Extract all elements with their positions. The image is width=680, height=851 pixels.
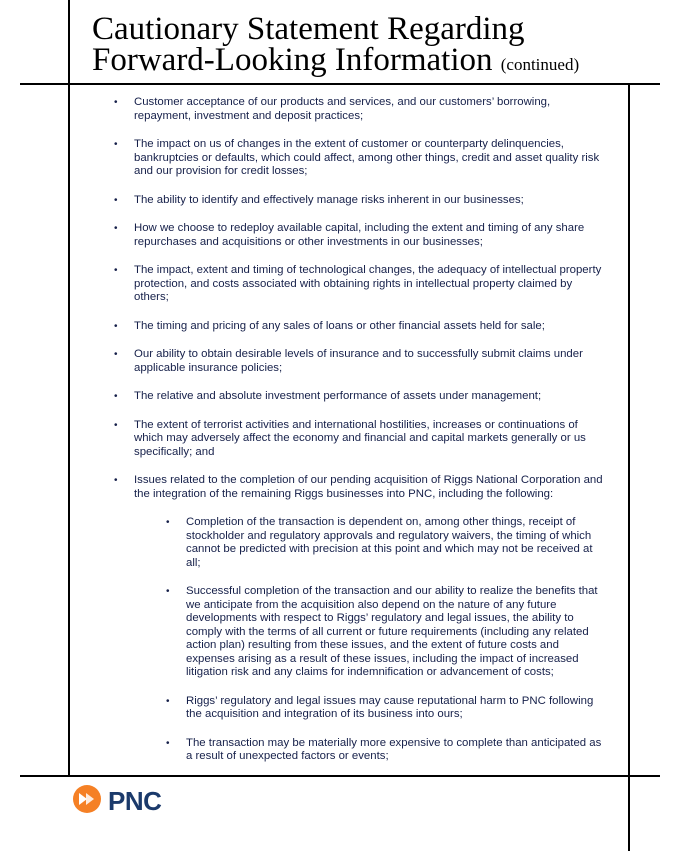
bullet-dot: • xyxy=(166,737,170,749)
bullet-text: How we choose to redeploy available capital, including the extent and timing of any share repurchases and acquisitions or other investments in our businesses; xyxy=(134,222,585,248)
title-suffix: (continued) xyxy=(500,55,580,74)
bullet-dot: • xyxy=(114,97,118,108)
list-item xyxy=(106,320,606,334)
sub-bullet-text: The transaction may be materially more expensive to complete than anticipated as a result of unexpected factors or events; xyxy=(186,736,602,762)
right-rule xyxy=(628,84,630,851)
pnc-logo-icon xyxy=(72,784,102,819)
list-item xyxy=(106,138,606,179)
bullet-dot: • xyxy=(114,139,118,150)
sub-list-item xyxy=(106,516,606,570)
header-rule xyxy=(20,83,660,85)
bullet-text: The ability to identify and effectively manage risks inherent in our businesses; xyxy=(134,193,524,206)
sub-bullet-text: Completion of the transaction is dependent on, among other things, receipt of stockholder and regulatory approvals and regulatory waivers, the timing of which cannot be predicted with precision at this point and which may not be received at all; xyxy=(186,516,593,569)
sub-bullet-text: Riggs’ regulatory and legal issues may cause reputational harm to PNC following the acquisition and integration of its business into ours; xyxy=(186,694,594,720)
list-item xyxy=(106,348,606,375)
bullet-dot: • xyxy=(114,320,118,332)
logo-text: PNC xyxy=(108,785,162,816)
list-item xyxy=(106,264,606,305)
list-item xyxy=(106,474,606,501)
left-rule xyxy=(68,0,70,776)
bullet-text: The impact, extent and timing of technological changes, the adequacy of intellectual property protection, and costs associated with obtaining rights in intellectual property claimed by others; xyxy=(134,264,602,303)
list-item xyxy=(106,222,606,249)
sub-list-item xyxy=(106,695,606,722)
list-item xyxy=(106,390,606,404)
bullet-text: Issues related to the completion of our pending acquisition of Riggs National Corporation and the integration of the remaining Riggs businesses into PNC, including the following: xyxy=(134,474,603,500)
bullet-dot: • xyxy=(114,265,118,276)
bullet-text: Customer acceptance of our products and services, and our customers’ borrowing, repayment, investment and deposit practices; xyxy=(134,96,551,122)
pnc-logo xyxy=(72,786,161,816)
bullet-dot: • xyxy=(166,517,170,528)
bullet-list xyxy=(106,96,606,779)
page-title xyxy=(92,11,652,80)
title-line-1: Cautionary Statement Regarding xyxy=(92,11,525,47)
bullet-dot: • xyxy=(114,223,118,234)
bullet-text: Our ability to obtain desirable levels of insurance and to successfully submit claims under applicable insurance policies; xyxy=(134,348,583,374)
title-line-2 xyxy=(92,42,652,80)
bullet-dot: • xyxy=(166,586,170,597)
title-line-2-text: Forward-Looking Information xyxy=(92,42,493,78)
bullet-text: The impact on us of changes in the extent of customer or counterparty delinquencies, bankruptcies or defaults, which could affect, among other things, credit and asset quality risk and our provision for credit losses; xyxy=(134,138,600,177)
sub-list-item xyxy=(106,585,606,680)
sub-bullet-text: Successful completion of the transaction and our ability to realize the benefits that we anticipate from the acquisition also depend on the nature of any future developments with respect to Riggs’ regulatory and legal issues, the ability to comply with the terms of all current or future requirements (including any related action plan) resulting from these issues, and the extent of future costs and expenses arising as a result of these issues, including the impact of increased litigation risk and any claims for indemnification or advancement of costs; xyxy=(186,585,598,678)
bullet-dot: • xyxy=(114,475,118,486)
bullet-dot: • xyxy=(114,194,118,206)
bullet-dot: • xyxy=(114,419,118,431)
bullet-text: The timing and pricing of any sales of loans or other financial assets held for sale; xyxy=(134,319,545,332)
bullet-dot: • xyxy=(114,349,118,360)
list-item xyxy=(106,96,606,123)
bullet-dot: • xyxy=(114,391,118,402)
bullet-text: The extent of terrorist activities and international hostilities, increases or continuations of which may adversely affect the economy and financial and capital markets generally or us specifically; and xyxy=(134,418,586,458)
bullet-dot: • xyxy=(166,695,170,707)
list-item xyxy=(106,419,606,460)
sub-list-item xyxy=(106,737,606,764)
list-item xyxy=(106,194,606,208)
bullet-text: The relative and absolute investment performance of assets under management; xyxy=(134,390,542,402)
